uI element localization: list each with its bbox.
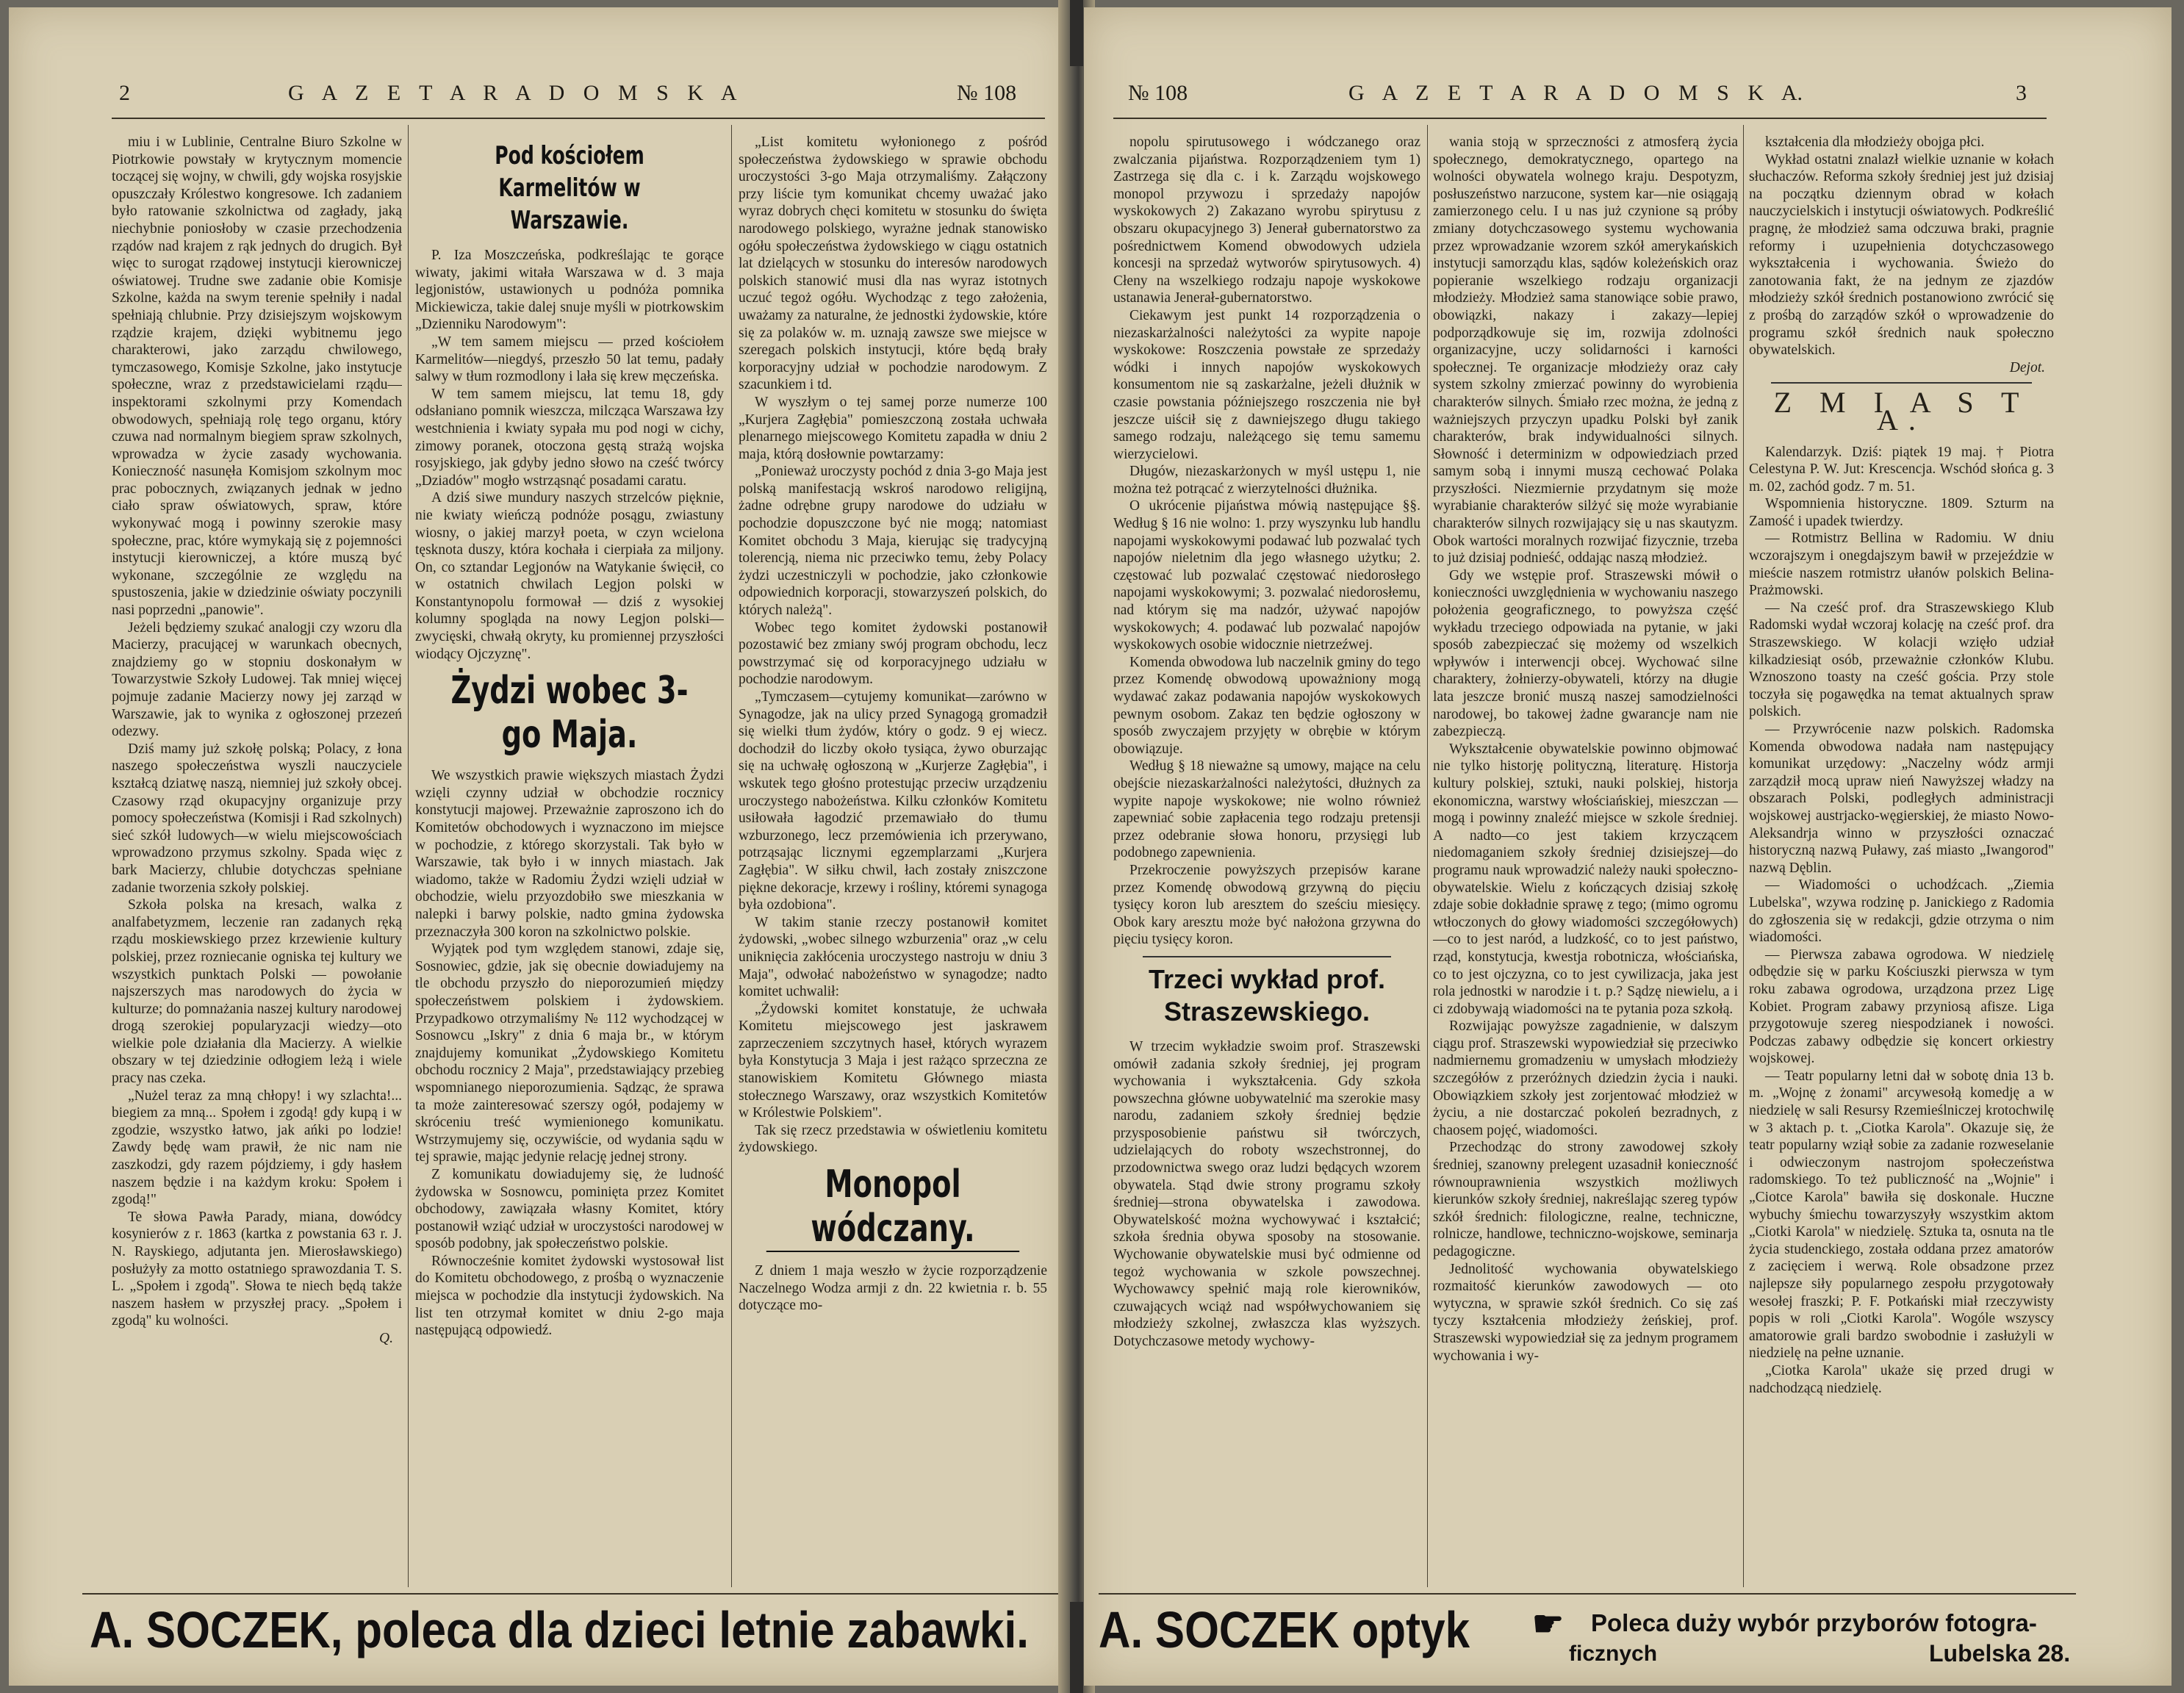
ad-rule-left	[82, 1593, 1060, 1595]
column-rule	[408, 125, 409, 1587]
paragraph: Jeżeli będziemy szukać analogji czy wzoru dla Macierzy, pracującej w warunkach obecnych, znajdziemy go w stopniu doskonałym w Towarzystwie Szkoły Ludowej. Tak mniej więcej pojmuje zadanie Macierzy nowy jej zarząd w Warszawie, jak to wynika z ogłoszonej przezeń odezwy.	[112, 619, 402, 740]
paragraph: nopolu spirutusowego i wódczanego oraz zwalczania pijaństwa. Rozporządzeniem tym 1) Zastrzega się dla c. i k. Zarządu wojskowego monopol przywozu i sprzedaży napojów wyskokowych 2) Zakazano wyrobu spirytusu z obszaru okupacyjnego 3) Jenerał gubernatorstwo za pośrednictwem Komend obwodowych udziela koncesji na sprzedaż wytworów spirytusowych. 4) Cłeny na wszelkiego rodzaju napoje wyskokowe ustanawia Jenerał-gubernatorstwo.	[1113, 134, 1420, 306]
left-column-2	[415, 134, 724, 1596]
paragraph: — Na cześć prof. dra Straszewskiego Klub Radomski wydał wczoraj kolację na cześć prof. dra Straszewskiego. W kolacji wzięło udział kilkadziesiąt osób, przeważnie członków Klubu. Wznoszono toasty na cześć gościa. Przy stole toczyła się pogawędka na temat aktualnych spraw polskich.	[1749, 600, 2054, 720]
advertisement-toys: A. SOCZEK, poleca dla dzieci letnie zabawki.	[90, 1601, 1029, 1658]
paragraph: „Tymczasem—cytujemy komunikat—zarówno w Synagodze, jak na ulicy przed Synagogą gromadził się wielki tłum żydów, który o godz. 9 ej wiecz. dochodził do liczby około tysiąca, żywo oburzając się na uchwałę ogłoszoną w „Kurjerze Zagłębia", i wskutek tego głośno protestując przeciw urządzeniu uroczystego nabożeństwa. Kilku członków Komitetu usiłowała łagodzić przemawiało do tłumu wzburzonego, lecz przemówienia ich przerywano, potrząsając licznymi egzemplarzami „Kurjera Zagłębia". W siłku chwil, łach zostały zniszczone piękne dekoracje, krzewy i rośliny, któremi synagoga była ozdobiona".	[739, 689, 1047, 913]
paragraph: — Teatr popularny letni dał w sobotę dnia 13 b. m. „Wojnę z żonami" arcywesołą komedję a w niedzielę w sali Resursy Rzemieślniczej krotochwilę w 3 aktach p. t. „Ciotka Karola". Okazuje się, że teatr popularny wziął sobie za zadanie rozweselanie i odwieczonym nastrojom społeczeństwa radomskiego. To też publiczność na „Wojnie" i „Ciotce Karola" bawiła się doskonale. Huczne wybuchy śmiechu towarzyszyły wszystkim aktom „Ciotki Karola" w niedzielę. Sztuka ta, osnuta na tle życia studenckiego, została oddana przez amatorów z zacięciem i werwą. Role obsadzone przez najlepsze siły popularnego zespołu przygotowały wesołej fraszki; P. F. Potkański miał rzeczywisty popis w roli „Ciotki Karola". Wogóle wszyscy amatorowie grali bardzo swobodnie i zasłużyli w niedzielę na pełne uznanie.	[1749, 1068, 2054, 1362]
paragraph: Wykład ostatni znalazł wielkie uznanie w kołach słuchaczów. Reforma szkoły średniej jest już dzisiaj na początku dziennym obrad w kołach nauczycielskich i instytucji oświatowych. Podkreślić pragnę, że młodzież sama odczuwa braki, pragnie reformy i uzupełnienia dotychczasowego wykształcenia i wychowania. Świeżo do zanotowania fakt, że na jednym ze zjazdów młodzieży szkół średnich postanowiono zwrócić się z prośbą do zarządów szkół o wprowadzenie do programu szkół średnich nauk społeczno obywatelskich.	[1749, 151, 2054, 359]
paragraph: Przechodząc do strony zawodowej szkoły średniej, szanowny prelegent uzasadnił konieczność równouprawnienia wszystkich możliwych kierunków szkoły średniej, nakreślając szereg typów szkół średnich: filologiczne, realne, techniczne, rolnicze, handlowe, techniczno-wojskowe, seminarja pedagogiczne.	[1433, 1140, 1738, 1259]
page-number-left: 2	[119, 81, 130, 105]
paragraph: „W tem samem miejscu — przed kościołem Karmelitów—niegdyś, przeszło 50 lat temu, padały salwy w tłum rozmodlony i lała się krew męczeńska.	[415, 334, 724, 385]
ad-text-line1: Poleca duży wybór przyborów fotogra-	[1591, 1609, 2037, 1636]
paragraph: P. Iza Moszczeńska, podkreślając te gorące wiwaty, jakimi witała Warszawa w d. 3 maja legjonistów, ustawionych u podnóża pomnika Mickiewicza, takie dalej snuje myśli w piotrkowskim „Dzienniku Narodowym":	[415, 248, 724, 333]
article-zydzi-continued	[739, 134, 1047, 1157]
paragraph: Te słowa Pawła Parady, miana, dowódcy kosynierów z r. 1863 (kartka z powstania 63 r. J. N. Rayskiego, adjutanta jen. Mierosławskiego) posłużyły za motto ostatniego sprawozdania T. S. L. „Społem i zgodą". Słowa te niech będą także naszem hasłem w przyszłej pracy. „Społem i zgodą" ku wolności.	[112, 1209, 402, 1329]
ad-rule-right	[1099, 1593, 2076, 1595]
paragraph: W takim stanie rzeczy postanowił komitet żydowski, „wobec silnego wzburzenia" oraz „w celu uniknięcia zakłócenia uroczystego nastroju w dniu 3 Maja", odwołać nabożeństwo w synagodze; nadto komitet uchwalił:	[739, 914, 1047, 1000]
masthead-left: G A Z E T A R A D O M S K A	[288, 81, 737, 105]
paragraph: Z komunikatu dowiadujemy się, że ludność żydowska w Sosnowcu, pominięta przez Komitet obchodowy, zawiązała własny Komitet, który postanowił wziąć udział w uroczystości narodowej w sposób podobny, jak społeczeństwo polskie.	[415, 1166, 724, 1252]
right-column-1	[1113, 134, 1420, 1596]
paragraph: Z dniem 1 maja weszło w życie rozporządzenie Naczelnego Wodza armji z dn. 22 kwietnia r. b. 55 dotyczące mo-	[739, 1263, 1047, 1314]
column-rule	[1743, 125, 1744, 1587]
paragraph: Ciekawym jest punkt 14 rozporządzenia o niezaskarżalności należytości za wypite napoje wyskokowe: Roszczenia powstałe ze sprzedaży wódki i innych napojów wyskokowych konsumentom nie są zaskarżalne, jeżeli dłużnik w czasie powstania późniejszego roszczenia nie był jeszcze uiścił się z dawniejszego długu takiego samego rodzaju, należącego się temu samemu wierzycielowi.	[1113, 307, 1420, 462]
divider	[1143, 956, 1391, 957]
right-page	[1084, 7, 2172, 1686]
paragraph: Wspomnienia historyczne. 1809. Szturm na Zamość i upadek twierdzy.	[1749, 496, 2054, 529]
signature-q: Q.	[379, 1330, 393, 1346]
paragraph: — Przywrócenie nazw polskich. Radomska Komenda obwodowa nadała nam następujący komunikat urzędowy: „Naczelny wódz armji zarządził mocą upraw nień Nawyższej władzy na obszarach Polski, podległych administracji wojskowej austrjacko-węgierskiej, że miasto Nowo-Aleksandrja winno w przyszłości oznaczać historyczną nazwą Puławy, zaś miasto „Iwangorod" nazwą Dęblin.	[1749, 722, 2054, 876]
paragraph: Komenda obwodowa lub naczelnik gminy do tego przez Komendę obwodową upoważniony mogą wydawać zakaz podawania napojów wyskokowych pewnym osobom. Zakaz ten będzie ogłoszony w sposób zwyczajem przyjęty w obrębie w którym obowiązuje.	[1113, 654, 1420, 757]
masthead-right: G A Z E T A R A D O M S K A.	[1348, 81, 1803, 105]
paragraph: Wykształcenie obywatelskie powinno objmować nie tylko historję polityczną, literaturę. Historja kultury polskiej, sztuki, nauki polskiej, historja ekonomiczna, warstwy włościańskiej, mieszczan — mogą i powinny znaleźć miejsce w szkole średniej. A nadto—co jest takiem krzyczącem niedomaganiem szkoły średniej dzisiejszej—do programu nauk wprowadzić należy nauki społeczno-obywatelskie. Wielu z kończących dzisiaj szkołę zdaje sobie dokładnie sprawę z tego; (mimo ogromu wtłoczonych do głowy wiadomości szczegółowych)—co to jest naród, a ludzkość, co to jest państwo, rząd, konstytucja, kwestja robotnicza, włościańska, co to jest ojczyzna, co to jest cywilizacja, jaka jest rola jednostki w narodzie i t. p.? Sądzę niewielu, a i ci zdobywają wiadomości na te pytania poza szkołą.	[1433, 741, 1738, 1017]
right-column-3	[1749, 134, 2054, 1596]
paragraph: W tem samem miejscu, lat temu 18, gdy odsłaniano pomnik wieszcza, milcząca Warszawa łzy westchnienia i kwiaty sypała mu pod nogi w cichy, zimowy poranek, otoczona gęstą strażą wojska rosyjskiego, jak gdyby jedno słowo na cześć twórcy „Dziadów" mogło wstrząsnąć posadami caratu.	[415, 386, 724, 489]
divider	[1771, 382, 2032, 384]
paragraph: Rozwijając powyższe zagadnienie, w dalszym ciągu prof. Straszewski wypowiedział się przeciwko nadmiernemu gromadzeniu w umysłach młodzieży szczegółów z przeróżnych dziedzin życia i nauki. Obowiązkiem szkoły jest zorjentować młodzież w życiu, a nie dostarczać pokoleń bezradnych, z chaosem pojęć, wiadomości.	[1433, 1018, 1738, 1138]
paragraph: miu i w Lublinie, Centralne Biuro Szkolne w Piotrkowie powstały w krytycznym momencie toczącej się wojny, w chwili, gdy wojska rosyjskie opuszczały Królestwo kongresowe. Ich zadaniem było ratowanie szkolnictwa od zagłady, jaką niechybnie poniosłoby w czasie przechodzenia rządów nad krajem z rąk jednych do drugich. Był więc to surogat rządowej instytucji kierowniczej oświatowej. Trudne swe zadanie obie Komisje Szkolne, każda na swym terenie spełniły i nadal spełniają chlubnie. Przy dzisiejszym wojskowym rządzie krajem, dzięki wybitnemu jego charakterowi, jako zarządu chwilowego, tymczasowego, Komisje Szkolne, jako instytucje społeczne, wraz z przedstawicielami rządu—inspektorami szkolnymi przy Komendach obwodowych, spełniają rolę tego organu, który czuwa nad normalnym biegiem spraw szkolnych, wprowadza w życie zasady wychowania. Konieczność nasunęła Komisjom szkolnym moc prac pobocznych, związanych jednak w jedno ciało spraw oświatowych, spraw, które wykonywać mogą i powinny szerokie masy społeczne, prac, które wymykają się z pojemności instytucji kierowniczej, a które muszą być wykonane, szczególnie ze względu na spustoszenia, jakie w dziedzinie oświaty poczynili nasi poprzedni „panowie".	[112, 134, 402, 619]
left-column-1	[112, 134, 402, 1596]
paragraph: „Ciotka Karola" ukaże się przed drugi w nadchodzącą niedzielę.	[1749, 1362, 2054, 1396]
paragraph: We wszystkich prawie większych miastach Żydzi wzięli czynny udział w obchodzie rocznicy konstytucji majowej. Przeważnie zaproszono ich do Komitetów obchodowych i wyznaczono im miejsce w pochodzie, z którego skorzystali. Tak było w Warszawie, tak było i w innych miastach. Jak wiadomo, także w Radomiu Żydzi wzięli udział w obchodzie, wielu przyozdobiło swe mieszkania w nalepki i barwy polskie, nadto gmina żydowska przeznaczyła 300 koron na szkolnictwo polskie.	[415, 768, 724, 940]
paragraph: Szkoła polska na kresach, walka z analfabetyzmem, leczenie ran zadanych ręką rządu moskiewskiego przez krzewienie kultury polskiej, przez rozniecanie ogniska tej kultury we wszystkich punktach Polski — powołanie najszerszych mas narodowych do życia w kulturze; do pomnażania naszej kultury narodowej drogą szerokiej popularyzacji wiedzy—oto wielkie pole działania dla Macierzy. A wielkie obszary w tej dziedzinie odłogiem leżą i wiele pracy nas czeka.	[112, 897, 402, 1087]
header-rule-left	[112, 118, 1045, 119]
paragraph: O ukrócenie pijaństwa mówią następujące §§. Według § 16 nie wolno: 1. przy wyszynku lub handlu napojami wyskokowymi podawać lub pozwalać tych napojów nieletnim dla jego własnego użytku; 2. częstować lub pozwalać częstować niedorosłego napojami wyskokowymi; 3. pozwalać niedorosłemu, nad którym się ma nadzór, używać napojów wyskokowych; 4. podawać lub pozwalać napojów wyskokowych osobie widocznie nietrzeźwej.	[1113, 498, 1420, 653]
pointing-hand-icon: ☛	[1532, 1605, 1565, 1644]
paragraph: Jednolitość wychowania obywatelskiego rozmaitość kierunków zawodowych — oto wytyczna, w sprawie szkół średnich. Co się zaś tyczy kształcenia młodzieży żeńskiej, prof. Straszewski wypowiedział się za jednym programem wychowania i wy-	[1433, 1261, 1738, 1364]
paragraph: Równocześnie komitet żydowski wystosował list do Komitetu obchodowego, z prośbą o wyznaczenie miejsca w pochodzie dla instytucji żydowskich. Na list ten otrzymał komitet w dniu 2-go maja następującą odpowiedź.	[415, 1253, 724, 1339]
paragraph: „List komitetu wyłonionego z pośród społeczeństwa żydowskiego w sprawie obchodu uroczystości 3-go Maja otrzymaliśmy. Załączony przy liście tym komunikat chcemy uważać jako wyraz dobrych chęci komitetu w stosunku do święta narodowego polskiego, wyrażne jednak stanowisko ogółu społeczeństwa żydowskiego w ciągu ostatnich lat dzielących w stosunku do interesów narodowych polskich stanowić musi dla nas wyraz istotnych uczuć tegoż ogółu. Wychodząc z tego założenia, uważamy za naturalne, że jednostki żydowskie, które się za polaków w. m. uznają zawsze swe miejsce w szeregach polskich instytucji, które będą brały korporacyjny udział w pochodzie narodowym. Z szacunkiem i td.	[739, 134, 1047, 393]
section-title-z-miasta: Z M I A S T A.	[1773, 386, 2030, 436]
page-number-right: 3	[2016, 81, 2027, 105]
signature-dejot: Dejot.	[2009, 359, 2045, 375]
article-zydzi	[415, 767, 724, 1340]
paragraph: „Żydowski komitet konstatuje, że uchwała Komitetu miejscowego jest jaskrawem zaprzeczeniem szczytnych haseł, których wyrazem była Konstytucja 3 Maja i jest rażąco sprzeczna ze stanowiskiem Komitetu Głównego miasta stołecznego Warszawy, oraz wszystkich Komitetów w Królestwie Polskiem".	[739, 1001, 1047, 1121]
paragraph: Wyjątek pod tym względem stanowi, zdaje się, Sosnowiec, gdzie, jak się obecnie dowiadujemy na tle obchodu przyszło do nieporozumień między społeczeństwem polskiem i żydowskiem. Przypadkowo otrzymaliśmy № 112 wychodzącej w Sosnowcu „Iskry" z dnia 6 maja br., w którym znajdujemy komunikat „Żydowskiego Komitetu obchodu rocznicy 2 Maja", przedstawiający przebieg wspomnianego nieporozumienia. Sądząc, że sprawa ta może zainteresować szerszy ogół, podajemy w skróceniu treść wymienionego komunikatu. Wstrzymujemy się, oczywiście, od wydania sądu w tej sprawie, mając jedynie relację jednej strony.	[415, 941, 724, 1165]
left-page	[9, 7, 1071, 1686]
right-column-2	[1433, 134, 1738, 1596]
column-rule	[731, 125, 732, 1587]
paragraph: Długów, niezaskarżonych w myśl ustępu 1, nie można też potrącać z wierzytelności dłużnika.	[1113, 464, 1420, 497]
paragraph: Dziś mamy już szkołę polską; Polacy, z łona naszego społeczeństwa wyszli nauczyciele kształcą dziatwę naszą, niemniej już szkoły obcej. Czasowy rząd okupacyjny organizuje przy pomocy społeczeństwa (Komisji i Rad szkolnych) sieć szkół ludowych—w wielu miejscowościach wprowadzono przymus szkolny. Spada więc z bark Macierzy, chlubie dotychczas spełniane zadanie tworzenia szkoły polskiej.	[112, 741, 402, 896]
paragraph: „Ponieważ uroczysty pochód z dnia 3-go Maja jest polską manifestacją wskroś narodowo religijną, żadne odrębne grupy narodowe do udziału w pochodzie dopuszczone być nie mogą; natomiast Komitet obchodu 3 Maja, kierując się tradycyjną tolerencją, niema nic przeciwko temu, żeby Polacy żydzi uczestniczyli w pochodzie, jako członkowie odpowiednich korporacji, stowarzyszeń polskich, do których należą".	[739, 464, 1047, 619]
paragraph: — Pierwsza zabawa ogrodowa. W niedzielę odbędzie się w parku Kościuszki pierwsza w tym roku zabawa ogrodowa, urządzona przez Ligę Kobiet. Program zabawy przyniosą afisze. Liga przygotowuje szereg niespodzianek i nowości. Podczas zabawy odbędzie się koncert orkiestry wojskowej.	[1749, 946, 2054, 1067]
headline-trzeci-wyklad: Trzeci wykład prof. Straszewskiego.	[1148, 963, 1386, 1027]
headline-zydzi: Żydzi wobec 3-go Maja.	[450, 669, 689, 758]
paragraph: Kalendarzyk. Dziś: piątek 19 maj. † Piotra Celestyna P. W. Jut: Krescencja. Wschód słońca g. 3 m. 02, zachód godz. 7 m. 51.	[1749, 444, 2054, 495]
headline-monopol: Monopol wódczany.	[766, 1162, 1019, 1252]
header-rule-right	[1113, 118, 2047, 119]
paragraph: Wobec tego komitet żydowski postanowił pozostawić bez zmiany swój program obchodu, lecz powstrzymać się od korporacyjnego udziału w pochodzie narodowym.	[739, 619, 1047, 688]
paragraph: W trzecim wykładzie swoim prof. Straszewski omówił zadania szkoły średniej, jej program wychowania i wykształcenia. Gdy szkoła powszechna główne uobywatelnić ma szerokie masy narodu, zadaniem szkoły średniej będzie przysposobienie państwu sił twórczych, udzielających do roboty wszechstronnej, do przodownictwa swego oraz ludzi będących wzorem obywatela. Stąd dwie strony programu szkoły średniej—strona obywatelska i zawodowa. Obywatelskość można wychowywać i kształcić; szkoła średnia obywa sposoby na stosowanie. Wychowanie obywatelskie musi być odmienne od tegoż wychowania w szkole powszechnej. Wychowawcy spełnić mają role kierowników, czuwających wciąż nad współwychowaniem się młodzieży szkolnej, zwłaszcza klas wyższych. Dotychczasowe metody wychowy-	[1113, 1038, 1420, 1349]
article-monopol	[739, 1262, 1047, 1315]
paragraph: W wyszłym o tej samej porze numerze 100 „Kurjera Zagłębia" pomieszczoną została uchwała plenarnego miejscowego Komitetu zapadła w dniu 2 maja, którą dosłownie powtarzamy:	[739, 394, 1047, 462]
paragraph: Przekroczenie powyższych przepisów karane przez Komendę obwodową grzywną do pięciu tysięcy koron lub aresztem do sześciu miesięcy. Obok kary aresztu może być nałożona grzywna do pięciu tysięcy koron.	[1113, 862, 1420, 948]
headline-karmelici: Pod kościołem Karmelitów w Warszawie.	[495, 141, 644, 235]
city-news	[1749, 444, 2054, 1398]
left-column-3	[739, 134, 1047, 1596]
advertisement-optician: A. SOCZEK optyk	[1099, 1601, 1470, 1658]
ad-address: Lubelska 28.	[1929, 1640, 2071, 1667]
paragraph: kształcenia dla młodzieży obojga płci.	[1765, 134, 1985, 150]
paragraph: Gdy we wstępie prof. Straszewski mówił o konieczności uwzględnienia w wychowaniu naszego położenia geograficznego, to powyższa część wykładu trzeciego odpowiada na pytanie, w jaki sposób zabezpieczać się możemy od wszelkich wpływów i interwencji obcej. Wychować silne charaktery, żołnierzy-obywateli, którzy na długie lata jeszcze bronić muszą naszej samodzielności narodowej, bo takowej żadne gwarancje nam nie zabezpieczą.	[1433, 567, 1738, 740]
ad-text-line2: ficznych	[1569, 1642, 1658, 1666]
column-rule	[1427, 125, 1428, 1587]
binding-thread	[1070, 0, 1083, 66]
article-monopol-continued	[1113, 134, 1420, 949]
binding-thread	[1070, 1602, 1083, 1693]
paragraph: Tak się rzecz przedstawia w oświetleniu komitetu żydowskiego.	[739, 1122, 1047, 1156]
paragraph: — Wiadomości o uchodźcach. „Ziemia Lubelska", wzywa rodzinę p. Janickiego z Radomia do zgłoszenia się w redakcji, gdzie otrzyma o nim wiadomości.	[1749, 877, 2054, 946]
paragraph: — Rotmistrz Bellina w Radomiu. W dniu wczorajszym i onegdajszym bawił w przejeździe w mieście naszem rotmistrz ułanów polskich Belina-Prażmowski.	[1749, 531, 2054, 599]
paragraph: „Nużel teraz za mną chłopy! i wy szlachta!... biegiem za mną... Społem i zgodą! gdy kupą i w zgodzie, wszystko łatwo, jak ańki po lodzie! Zawdy będę wam prawił, że nic nam nie zaszkodzi, gdy razem pójdziemy, i gdy hasłem naszem będzie i na każdym kroku: Społem i zgodą!"	[112, 1088, 402, 1208]
article-karmelici	[415, 247, 724, 663]
paragraph: Według § 18 nieważne są umowy, mające na celu obejście niezaskarżalności należytości, dłużnych za wypite napoje wyskokowe; nie wolno również zapewniać sobie zapłacenia tego rodzaju pretensji przez odebranie słowa honoru, przysięgi lub podobnego zapewnienia.	[1113, 758, 1420, 861]
paragraph: wania stoją w sprzeczności z atmosferą życia społecznego, demokratycznego, opartego na wolności obywatela wolnego kraju. Despotyzm, posłuszeństwo narzucone, system kar—nie osiągają zamierzonego celu. I u nas już czynione są próby zmiany dotychczasowego systemu wychowania przez wprowadzanie wzorem szkół amerykańskich instytucji samorządu klas, sądów koleżeńskich oraz popieranie wszelkiego rodzaju organizacji młodzieży. Młodzież sama stanowiące sobie prawo, obowiązki, nakazy i zakazy—lepiej podporządkowuje się im, rozwija zdolności organizacyjne, uczy solidarności i karności społecznej. Te organizacje młodzieży oraz cały system szkolny zmierzać powinny do wyrobienia charakterów silnych. Śmiało rzec można, że jedną z ważniejszych przyczyn upadku Polski był zanik charakterów, brak indywidualności silnych. Słowność i determinizm w odpowiedziach przed samym sobą i innymi muszą cechować Polaka przyszłości. Niezmiernie przydatnym się może wyrabianie charakterów silżyć się może wyrabianie charakterów silnych rozwijający się u nas skautyzm. Obok wartości moralnych rozwijać fizycznie, trzeba to już dzisiaj podnieść, oddając naszą młodzież.	[1433, 134, 1738, 567]
article-straszewski	[1113, 1038, 1420, 1351]
issue-number-right: № 108	[1128, 81, 1188, 105]
paragraph: A dziś siwe mundury naszych strzelców pięknie, nie kwiaty wieńczą podnóże posągu, zwiastuny wiosny, o jakiej marzył poeta, w czyn wcielona tęsknota duszy, która kochała i cierpiała za miljony. On, co sztandar Legjonów na Watykanie święcił, co w ostatnich chwilach Legjon polski w Konstantynopolu formował — dziś z wysokiej kolumny spogląda na nowy Legjon polski—zwycięski, chwałą okryty, ku promiennej przyszłości wiodący Ojczyznę".	[415, 490, 724, 662]
article-straszewski-end	[1749, 134, 2054, 359]
issue-number-left: № 108	[957, 81, 1017, 105]
